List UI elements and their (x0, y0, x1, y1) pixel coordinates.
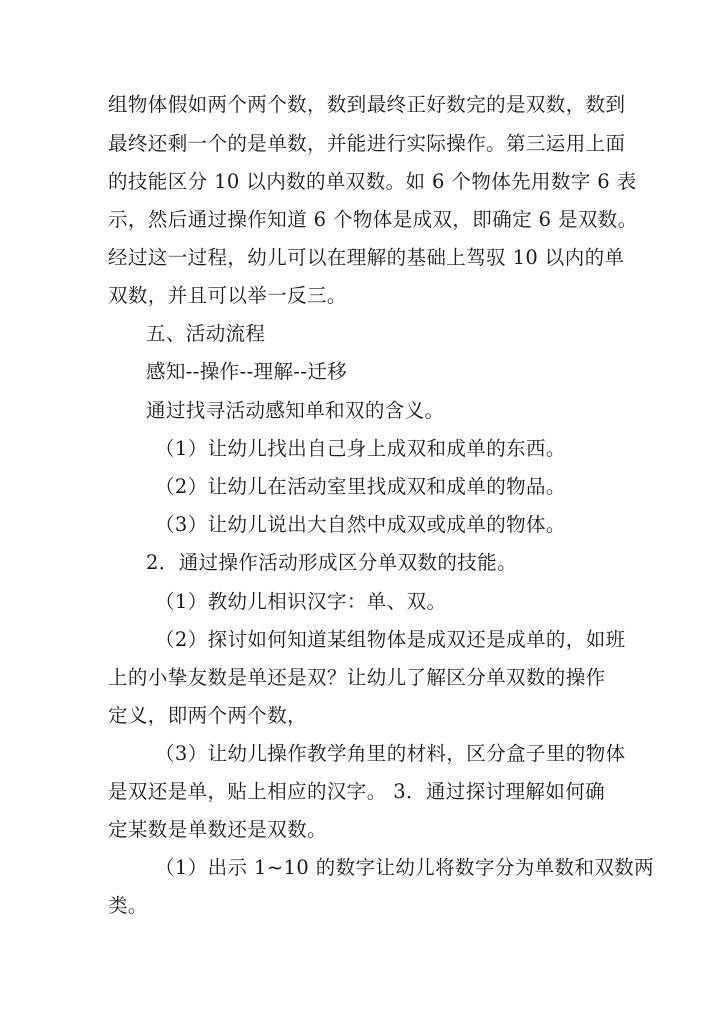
paragraph-line: 是双还是单，贴上相应的汉字。 3．通过探讨理解如何确 (108, 780, 606, 803)
paragraph-line: 经过这一过程，幼儿可以在理解的基础上驾驭 10 以内的单 (108, 246, 625, 269)
paragraph-line: 组物体假如两个两个数，数到最终正好数完的是双数，数到 (108, 93, 626, 116)
paragraph-line: 上的小挚友数是单还是双？让幼儿了解区分单双数的操作 (108, 666, 606, 689)
paragraph-line: （2）探讨如何知道某组物体是成双还是成单的，如班 (155, 628, 626, 651)
paragraph-line: （1）出示 1~10 的数字让幼儿将数字分为单数和双数两 (155, 856, 655, 879)
paragraph-line: （3）让幼儿操作教学角里的材料，区分盒子里的物体 (155, 742, 626, 765)
step2-heading: 2．通过操作活动形成区分单双数的技能。 (146, 551, 518, 574)
list-item: （2）让幼儿在活动室里找成双和成单的物品。 (155, 475, 566, 498)
paragraph-line: 类。 (108, 894, 148, 917)
paragraph-line: 的技能区分 10 以内数的单双数。如 6 个物体先用数字 6 表 (108, 170, 637, 193)
paragraph-line: 最终还剩一个的是单数，并能进行实际操作。第三运用上面 (108, 132, 626, 155)
list-item: （1）教幼儿相识汉字：单、双。 (155, 590, 447, 613)
flow-text: 感知--操作--理解--迁移 (146, 360, 348, 383)
paragraph-line: 双数，并且可以举一反三。 (108, 284, 347, 307)
section-heading: 五、活动流程 (146, 322, 266, 345)
list-item: （3）让幼儿说出大自然中成双或成单的物体。 (155, 513, 566, 536)
paragraph-line: 定某数是单数还是双数。 (108, 818, 327, 841)
list-item: （1）让幼儿找出自己身上成双和成单的东西。 (155, 437, 566, 460)
paragraph-line: 定义，即两个两个数， (108, 704, 308, 727)
paragraph-line: 示，然后通过操作知道 6 个物体是成双，即确定 6 是双数。 (108, 208, 638, 231)
step1-heading: 通过找寻活动感知单和双的含义。 (146, 399, 445, 422)
